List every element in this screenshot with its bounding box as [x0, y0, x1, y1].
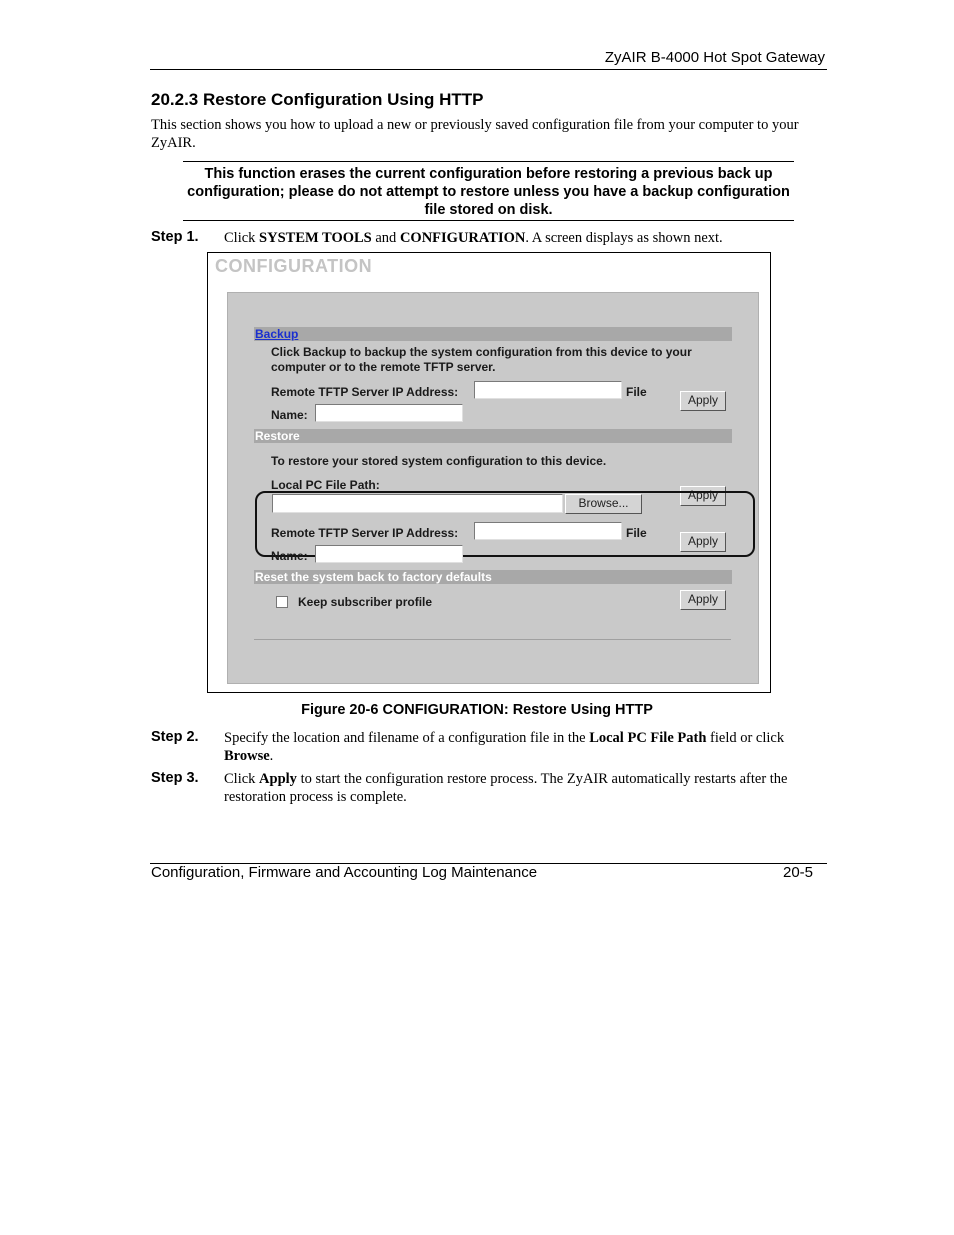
keep-subscriber-profile-checkbox[interactable] — [276, 596, 288, 608]
keep-subscriber-profile-label: Keep subscriber profile — [298, 595, 433, 609]
restore-heading: Restore — [254, 429, 732, 443]
section-title: 20.2.3 Restore Configuration Using HTTP — [151, 90, 484, 109]
step-3-label: Step 3. — [151, 770, 199, 786]
screen-title: CONFIGURATION — [215, 256, 373, 276]
restore-apply-button[interactable]: Apply — [680, 486, 726, 506]
restore-description: To restore your stored system configuration to this device. — [271, 454, 607, 468]
warning-note-text: This function erases the current configuration before restoring a previous back up configuration; please do not attempt to restore unless you have a backup configuration file stored on disk. — [187, 166, 790, 218]
running-header: ZyAIR B-4000 Hot Spot Gateway — [604, 49, 825, 66]
reset-heading: Reset the system back to factory defaults — [254, 570, 732, 584]
restore-tftp-ip-input[interactable] — [474, 522, 622, 540]
restore-tftp-label: Remote TFTP Server IP Address: — [271, 526, 459, 540]
step-2-label: Step 2. — [151, 729, 199, 745]
backup-tftp-ip-input[interactable] — [474, 381, 622, 399]
reset-apply-button[interactable]: Apply — [680, 590, 726, 610]
backup-name-label: Name: — [271, 408, 308, 422]
section-intro: This section shows you how to upload a new or previously saved configuration file from your computer to your ZyAIR. — [151, 117, 799, 151]
backup-description-line2: computer or to the remote TFTP server. — [271, 360, 496, 374]
footer-chapter: Configuration, Firmware and Accounting Log Maintenance — [151, 864, 538, 881]
configuration-panel — [227, 292, 759, 684]
browse-button[interactable]: Browse... — [565, 494, 642, 514]
step-2-text: Specify the location and filename of a configuration file in the Local PC File Path field or click Browse. — [224, 730, 785, 764]
page-number: 20-5 — [783, 864, 814, 881]
step-3-text: Click Apply to start the configuration restore process. The ZyAIR automatically restarts after the restoration process is complete. — [224, 771, 788, 805]
local-pc-file-path-label: Local PC File Path: — [271, 478, 380, 492]
backup-file-name-input[interactable] — [315, 404, 463, 422]
restore-file-name-input[interactable] — [315, 545, 463, 563]
backup-description-line1: Click Backup to backup the system configuration from this device to your — [271, 345, 692, 359]
configuration-screenshot — [207, 252, 771, 693]
warning-note — [183, 161, 794, 221]
backup-heading-link[interactable]: Backup — [254, 327, 732, 341]
restore-tftp-apply-button[interactable]: Apply — [680, 532, 726, 552]
header-rule — [150, 69, 827, 70]
backup-tftp-label: Remote TFTP Server IP Address: — [271, 385, 459, 399]
step-1-label: Step 1. — [151, 229, 199, 245]
backup-apply-button[interactable]: Apply — [680, 391, 726, 411]
step-1-text: Click SYSTEM TOOLS and CONFIGURATION. A screen displays as shown next. — [224, 230, 723, 246]
panel-separator — [254, 639, 731, 640]
backup-file-label: File — [626, 385, 647, 399]
figure-caption: Figure 20-6 CONFIGURATION: Restore Using HTTP — [301, 702, 653, 718]
restore-file-label: File — [626, 526, 647, 540]
restore-name-label: Name: — [271, 549, 308, 563]
